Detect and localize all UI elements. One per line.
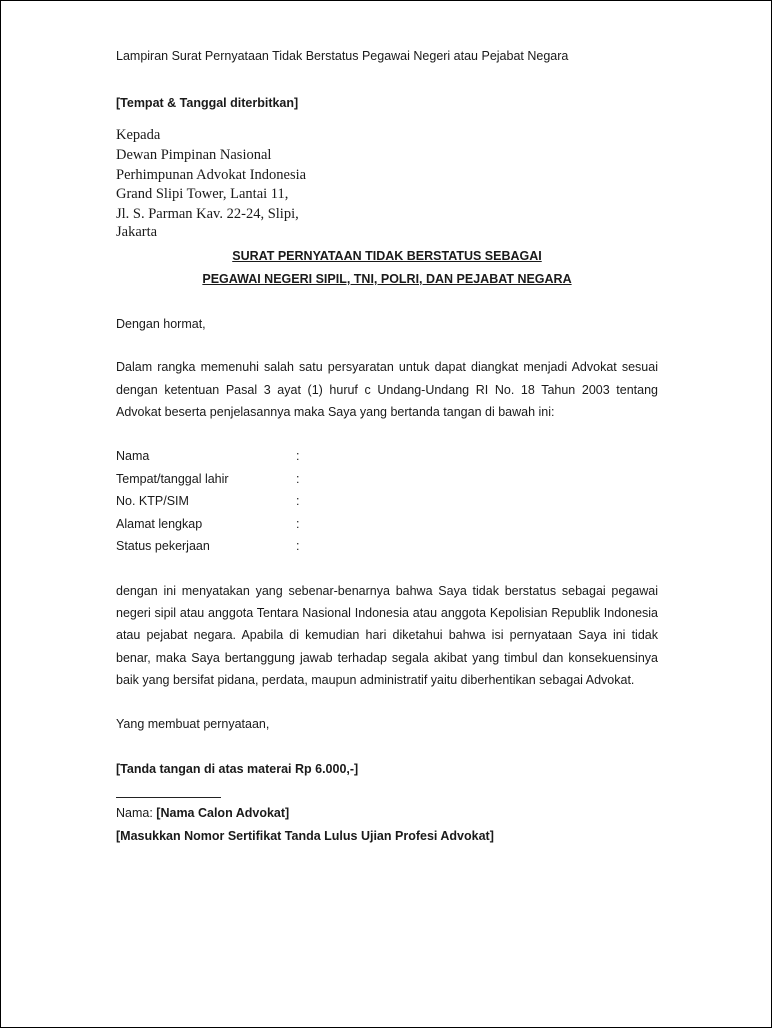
field-label-birth: Tempat/tanggal lahir [116,472,229,486]
attachment-header: Lampiran Surat Pernyataan Tidak Berstatus Pegawai Negeri atau Pejabat Negara [116,49,569,63]
recipient-line: Grand Slipi Tower, Lantai 11, [116,186,289,202]
statement-line: dengan ini menyatakan yang sebenar-benarnya bahwa Saya tidak berstatus sebagai pegawai [116,584,658,598]
field-colon: : [296,449,300,463]
signature-line [116,797,221,798]
statement-line: benar, maka Saya bertanggung jawab terhadap segala akibat yang timbul dan konsekuensinya [116,651,658,665]
statement-line: negeri sipil atau anggota Tentara Nasional Indonesia atau anggota Kepolisian Republik Indonesia [116,606,658,620]
field-colon: : [296,517,300,531]
field-label-address: Alamat lengkap [116,517,203,531]
statement-line: baik yang bersifat pidana, perdata, maupun administratif yaitu diberhentikan sebagai Advokat. [116,673,635,687]
place-date-placeholder: [Tempat & Tanggal diterbitkan] [116,96,299,110]
closing: Yang membuat pernyataan, [116,717,270,731]
greeting: Dengan hormat, [116,317,206,331]
name-placeholder: [Nama Calon Advokat] [156,806,290,820]
field-colon: : [296,539,300,553]
intro-line: Dalam rangka memenuhi salah satu persyaratan untuk dapat diangkat menjadi Advokat sesuai [116,360,658,374]
recipient-line: Jakarta [116,224,158,240]
certificate-placeholder: [Masukkan Nomor Sertifikat Tanda Lulus Ujian Profesi Advokat] [116,829,494,843]
name-label: Nama: [116,806,157,820]
intro-line: dengan ketentuan Pasal 3 ayat (1) huruf c Undang-Undang RI No. 18 Tahun 2003 tentang [116,383,658,397]
field-label-id: No. KTP/SIM [116,494,189,508]
field-colon: : [296,472,300,486]
recipient-line: Kepada [116,127,161,143]
recipient-line: Dewan Pimpinan Nasional [116,147,272,163]
title-line-1: SURAT PERNYATAAN TIDAK BERSTATUS SEBAGAI [232,249,542,263]
title-line-2: PEGAWAI NEGERI SIPIL, TNI, POLRI, DAN PEJABAT NEGARA [202,272,572,286]
name-row [116,806,289,820]
signature-note: [Tanda tangan di atas materai Rp 6.000,-] [116,762,359,776]
field-label-name: Nama [116,449,150,463]
recipient-line: Jl. S. Parman Kav. 22-24, Slipi, [116,206,299,222]
field-label-job-status: Status pekerjaan [116,539,210,553]
intro-line: Advokat beserta penjelasannya maka Saya yang bertanda tangan di bawah ini: [116,405,555,419]
recipient-line: Perhimpunan Advokat Indonesia [116,167,307,183]
statement-line: atau pejabat negara. Apabila di kemudian hari diketahui bahwa isi pernyataan Saya ini tidak [116,628,658,642]
field-colon: : [296,494,300,508]
